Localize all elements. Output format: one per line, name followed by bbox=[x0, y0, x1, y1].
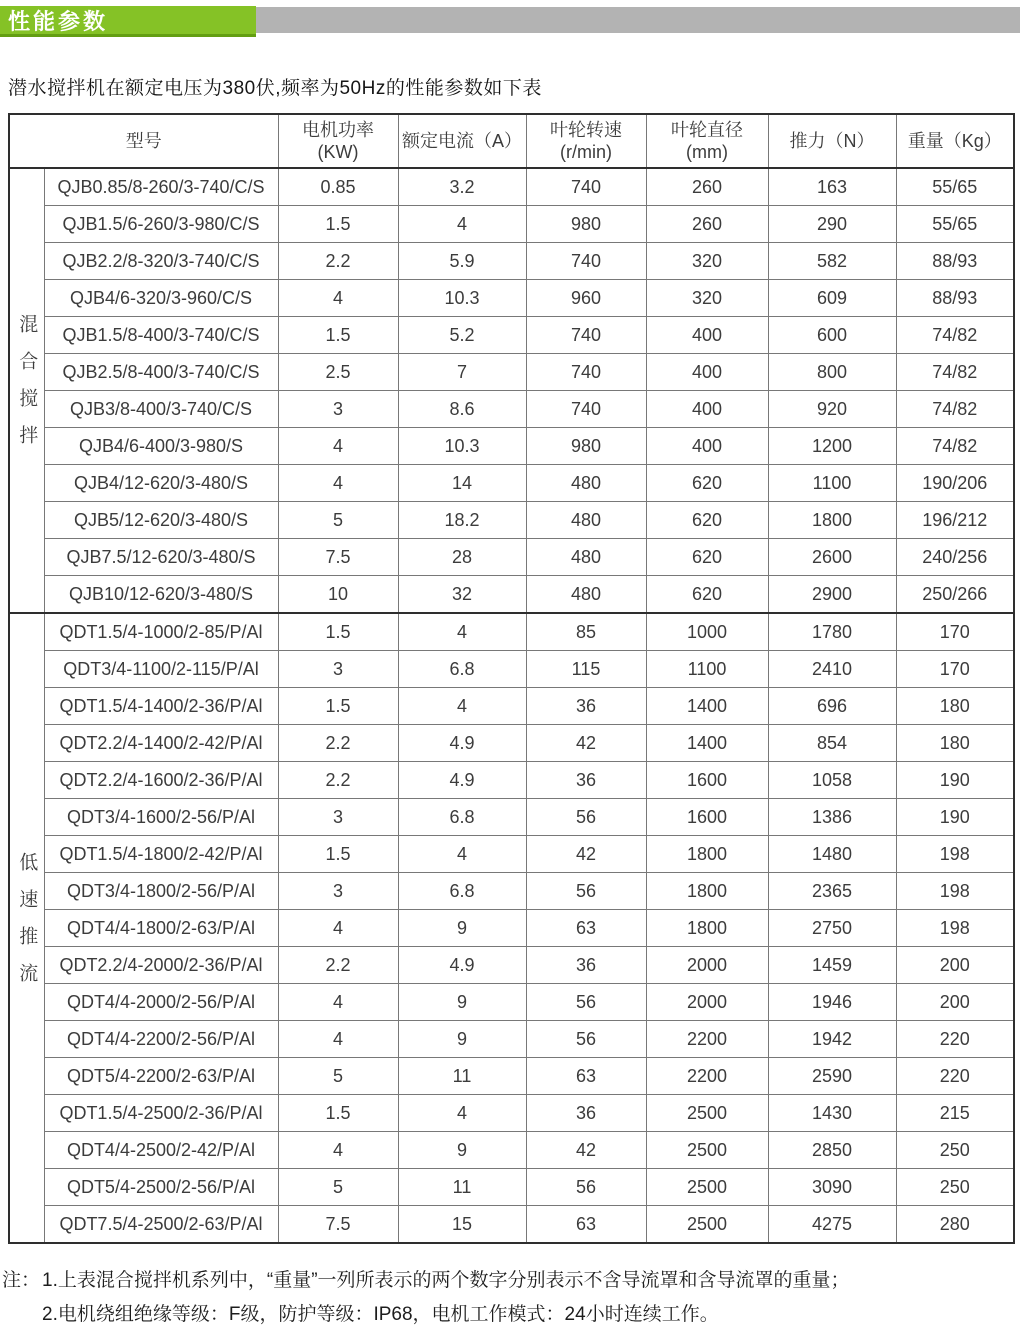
table-row bbox=[9, 1058, 1014, 1095]
value-cell: 920 bbox=[768, 391, 896, 428]
value-cell: 9 bbox=[398, 1021, 526, 1058]
value-cell: 400 bbox=[646, 354, 768, 391]
table-row bbox=[9, 947, 1014, 984]
value-cell: 290 bbox=[768, 206, 896, 243]
value-cell: 15 bbox=[398, 1206, 526, 1244]
value-cell: 4 bbox=[278, 280, 398, 317]
col-header-model: 型号 bbox=[9, 114, 278, 168]
value-cell: 480 bbox=[526, 465, 646, 502]
value-cell: 2.5 bbox=[278, 354, 398, 391]
value-cell: 88/93 bbox=[896, 243, 1014, 280]
performance-table bbox=[8, 113, 1015, 1244]
value-cell: 4 bbox=[398, 206, 526, 243]
model-cell: QDT2.2/4-2000/2-36/P/Al bbox=[44, 947, 278, 984]
table-row bbox=[9, 168, 1014, 206]
value-cell: 3 bbox=[278, 873, 398, 910]
value-cell: 2365 bbox=[768, 873, 896, 910]
table-row bbox=[9, 206, 1014, 243]
value-cell: 4.9 bbox=[398, 947, 526, 984]
value-cell: 600 bbox=[768, 317, 896, 354]
value-cell: 5 bbox=[278, 1169, 398, 1206]
value-cell: 2500 bbox=[646, 1169, 768, 1206]
value-cell: 582 bbox=[768, 243, 896, 280]
value-cell: 2500 bbox=[646, 1206, 768, 1244]
value-cell: 220 bbox=[896, 1058, 1014, 1095]
value-cell: 2590 bbox=[768, 1058, 896, 1095]
table-row bbox=[9, 984, 1014, 1021]
model-cell: QJB4/6-320/3-960/C/S bbox=[44, 280, 278, 317]
value-cell: 1.5 bbox=[278, 1095, 398, 1132]
value-cell: 7.5 bbox=[278, 1206, 398, 1244]
value-cell: 180 bbox=[896, 725, 1014, 762]
value-cell: 42 bbox=[526, 725, 646, 762]
model-cell: QDT4/4-1800/2-63/P/Al bbox=[44, 910, 278, 947]
value-cell: 2.2 bbox=[278, 762, 398, 799]
value-cell: 1459 bbox=[768, 947, 896, 984]
value-cell: 980 bbox=[526, 428, 646, 465]
value-cell: 2500 bbox=[646, 1132, 768, 1169]
value-cell: 4275 bbox=[768, 1206, 896, 1244]
value-cell: 115 bbox=[526, 651, 646, 688]
value-cell: 1430 bbox=[768, 1095, 896, 1132]
value-cell: 696 bbox=[768, 688, 896, 725]
title-tab bbox=[0, 6, 256, 37]
value-cell: 32 bbox=[398, 576, 526, 614]
col-header-weight: 重量（Kg） bbox=[896, 114, 1014, 168]
table-row bbox=[9, 1021, 1014, 1058]
value-cell: 1.5 bbox=[278, 836, 398, 873]
value-cell: 1600 bbox=[646, 762, 768, 799]
value-cell: 4 bbox=[278, 1132, 398, 1169]
value-cell: 11 bbox=[398, 1169, 526, 1206]
value-cell: 1946 bbox=[768, 984, 896, 1021]
model-cell: QDT1.5/4-2500/2-36/P/Al bbox=[44, 1095, 278, 1132]
table-row bbox=[9, 651, 1014, 688]
value-cell: 198 bbox=[896, 910, 1014, 947]
value-cell: 74/82 bbox=[896, 391, 1014, 428]
model-cell: QDT5/4-2500/2-56/P/Al bbox=[44, 1169, 278, 1206]
value-cell: 2000 bbox=[646, 947, 768, 984]
spec-table-body bbox=[9, 168, 1014, 1243]
model-cell: QDT2.2/4-1400/2-42/P/Al bbox=[44, 725, 278, 762]
col-header-current: 额定电流（A） bbox=[398, 114, 526, 168]
value-cell: 2200 bbox=[646, 1058, 768, 1095]
table-row bbox=[9, 317, 1014, 354]
value-cell: 5.2 bbox=[398, 317, 526, 354]
header-row bbox=[9, 114, 1014, 168]
value-cell: 6.8 bbox=[398, 873, 526, 910]
page-title: 性能参数 bbox=[8, 8, 109, 34]
value-cell: 4 bbox=[398, 1095, 526, 1132]
table-row bbox=[9, 688, 1014, 725]
value-cell: 11 bbox=[398, 1058, 526, 1095]
value-cell: 190/206 bbox=[896, 465, 1014, 502]
model-cell: QJB7.5/12-620/3-480/S bbox=[44, 539, 278, 576]
value-cell: 1058 bbox=[768, 762, 896, 799]
value-cell: 0.85 bbox=[278, 168, 398, 206]
value-cell: 9 bbox=[398, 984, 526, 1021]
value-cell: 7 bbox=[398, 354, 526, 391]
value-cell: 1942 bbox=[768, 1021, 896, 1058]
value-cell: 88/93 bbox=[896, 280, 1014, 317]
value-cell: 260 bbox=[646, 168, 768, 206]
value-cell: 4 bbox=[278, 1021, 398, 1058]
value-cell: 190 bbox=[896, 799, 1014, 836]
value-cell: 36 bbox=[526, 1095, 646, 1132]
model-cell: QDT3/4-1100/2-115/P/Al bbox=[44, 651, 278, 688]
value-cell: 1.5 bbox=[278, 317, 398, 354]
value-cell: 1600 bbox=[646, 799, 768, 836]
value-cell: 2200 bbox=[646, 1021, 768, 1058]
table-row bbox=[9, 613, 1014, 651]
value-cell: 4 bbox=[278, 465, 398, 502]
model-cell: QJB10/12-620/3-480/S bbox=[44, 576, 278, 614]
model-cell: QDT1.5/4-1800/2-42/P/Al bbox=[44, 836, 278, 873]
value-cell: 2500 bbox=[646, 1095, 768, 1132]
value-cell: 170 bbox=[896, 651, 1014, 688]
value-cell: 6.8 bbox=[398, 799, 526, 836]
value-cell: 1000 bbox=[646, 613, 768, 651]
value-cell: 2000 bbox=[646, 984, 768, 1021]
value-cell: 28 bbox=[398, 539, 526, 576]
value-cell: 480 bbox=[526, 539, 646, 576]
value-cell: 5 bbox=[278, 1058, 398, 1095]
table-row bbox=[9, 428, 1014, 465]
model-cell: QDT5/4-2200/2-63/P/Al bbox=[44, 1058, 278, 1095]
value-cell: 1400 bbox=[646, 688, 768, 725]
value-cell: 320 bbox=[646, 280, 768, 317]
value-cell: 4 bbox=[398, 613, 526, 651]
value-cell: 480 bbox=[526, 502, 646, 539]
value-cell: 1100 bbox=[768, 465, 896, 502]
table-row bbox=[9, 354, 1014, 391]
value-cell: 260 bbox=[646, 206, 768, 243]
model-cell: QJB5/12-620/3-480/S bbox=[44, 502, 278, 539]
value-cell: 280 bbox=[896, 1206, 1014, 1244]
table-row bbox=[9, 799, 1014, 836]
model-cell: QJB2.5/8-400/3-740/C/S bbox=[44, 354, 278, 391]
table-row bbox=[9, 280, 1014, 317]
value-cell: 10.3 bbox=[398, 280, 526, 317]
table-header bbox=[9, 114, 1014, 168]
model-cell: QJB4/6-400/3-980/S bbox=[44, 428, 278, 465]
notes-prefix: 注： bbox=[2, 1270, 41, 1291]
value-cell: 8.6 bbox=[398, 391, 526, 428]
value-cell: 63 bbox=[526, 910, 646, 947]
value-cell: 170 bbox=[896, 613, 1014, 651]
value-cell: 9 bbox=[398, 1132, 526, 1169]
value-cell: 800 bbox=[768, 354, 896, 391]
value-cell: 190 bbox=[896, 762, 1014, 799]
model-cell: QDT4/4-2200/2-56/P/Al bbox=[44, 1021, 278, 1058]
model-cell: QDT4/4-2000/2-56/P/Al bbox=[44, 984, 278, 1021]
value-cell: 4.9 bbox=[398, 762, 526, 799]
value-cell: 250 bbox=[896, 1132, 1014, 1169]
value-cell: 4.9 bbox=[398, 725, 526, 762]
value-cell: 4 bbox=[278, 910, 398, 947]
value-cell: 42 bbox=[526, 1132, 646, 1169]
value-cell: 220 bbox=[896, 1021, 1014, 1058]
value-cell: 2900 bbox=[768, 576, 896, 614]
group-label: 混合搅拌 bbox=[9, 168, 44, 613]
note-line: 2.电机绕组绝缘等级：F级，防护等级：IP68，电机工作模式：24小时连续工作。 bbox=[42, 1304, 719, 1326]
value-cell: 74/82 bbox=[896, 354, 1014, 391]
value-cell: 4 bbox=[398, 688, 526, 725]
table-row bbox=[9, 873, 1014, 910]
value-cell: 400 bbox=[646, 391, 768, 428]
model-cell: QDT7.5/4-2500/2-63/P/Al bbox=[44, 1206, 278, 1244]
value-cell: 1200 bbox=[768, 428, 896, 465]
model-cell: QDT3/4-1600/2-56/P/Al bbox=[44, 799, 278, 836]
value-cell: 1.5 bbox=[278, 613, 398, 651]
value-cell: 56 bbox=[526, 799, 646, 836]
value-cell: 740 bbox=[526, 391, 646, 428]
value-cell: 1.5 bbox=[278, 206, 398, 243]
value-cell: 163 bbox=[768, 168, 896, 206]
value-cell: 740 bbox=[526, 168, 646, 206]
value-cell: 2750 bbox=[768, 910, 896, 947]
table-row bbox=[9, 243, 1014, 280]
value-cell: 55/65 bbox=[896, 206, 1014, 243]
value-cell: 1386 bbox=[768, 799, 896, 836]
value-cell: 36 bbox=[526, 688, 646, 725]
value-cell: 56 bbox=[526, 873, 646, 910]
value-cell: 1.5 bbox=[278, 688, 398, 725]
value-cell: 1400 bbox=[646, 725, 768, 762]
value-cell: 620 bbox=[646, 576, 768, 614]
value-cell: 55/65 bbox=[896, 168, 1014, 206]
model-cell: QJB1.5/8-400/3-740/C/S bbox=[44, 317, 278, 354]
value-cell: 2.2 bbox=[278, 947, 398, 984]
table-row bbox=[9, 576, 1014, 614]
value-cell: 5.9 bbox=[398, 243, 526, 280]
model-cell: QJB2.2/8-320/3-740/C/S bbox=[44, 243, 278, 280]
table-row bbox=[9, 391, 1014, 428]
value-cell: 250 bbox=[896, 1169, 1014, 1206]
value-cell: 3090 bbox=[768, 1169, 896, 1206]
value-cell: 740 bbox=[526, 243, 646, 280]
table-row bbox=[9, 725, 1014, 762]
value-cell: 4 bbox=[278, 428, 398, 465]
value-cell: 1100 bbox=[646, 651, 768, 688]
intro-text: 潜水搅拌机在额定电压为380伏,频率为50Hz的性能参数如下表 bbox=[8, 78, 542, 99]
value-cell: 74/82 bbox=[896, 317, 1014, 354]
col-header-thrust: 推力（N） bbox=[768, 114, 896, 168]
value-cell: 1800 bbox=[646, 836, 768, 873]
value-cell: 240/256 bbox=[896, 539, 1014, 576]
value-cell: 960 bbox=[526, 280, 646, 317]
value-cell: 400 bbox=[646, 317, 768, 354]
table-row bbox=[9, 465, 1014, 502]
value-cell: 56 bbox=[526, 1169, 646, 1206]
value-cell: 2.2 bbox=[278, 725, 398, 762]
value-cell: 980 bbox=[526, 206, 646, 243]
value-cell: 2.2 bbox=[278, 243, 398, 280]
group-label: 低速推流 bbox=[9, 613, 44, 1243]
value-cell: 1800 bbox=[646, 910, 768, 947]
value-cell: 85 bbox=[526, 613, 646, 651]
value-cell: 250/266 bbox=[896, 576, 1014, 614]
value-cell: 5 bbox=[278, 502, 398, 539]
table-row bbox=[9, 1169, 1014, 1206]
value-cell: 1780 bbox=[768, 613, 896, 651]
value-cell: 36 bbox=[526, 947, 646, 984]
col-header-speed: 叶轮转速 (r/min) bbox=[526, 114, 646, 168]
model-cell: QJB1.5/6-260/3-980/C/S bbox=[44, 206, 278, 243]
value-cell: 198 bbox=[896, 836, 1014, 873]
value-cell: 2850 bbox=[768, 1132, 896, 1169]
value-cell: 2600 bbox=[768, 539, 896, 576]
table-row bbox=[9, 762, 1014, 799]
value-cell: 18.2 bbox=[398, 502, 526, 539]
value-cell: 3 bbox=[278, 391, 398, 428]
table-row bbox=[9, 836, 1014, 873]
value-cell: 196/212 bbox=[896, 502, 1014, 539]
table-row bbox=[9, 539, 1014, 576]
value-cell: 200 bbox=[896, 984, 1014, 1021]
value-cell: 854 bbox=[768, 725, 896, 762]
value-cell: 320 bbox=[646, 243, 768, 280]
value-cell: 1800 bbox=[768, 502, 896, 539]
value-cell: 7.5 bbox=[278, 539, 398, 576]
value-cell: 400 bbox=[646, 428, 768, 465]
value-cell: 2410 bbox=[768, 651, 896, 688]
model-cell: QJB0.85/8-260/3-740/C/S bbox=[44, 168, 278, 206]
value-cell: 1800 bbox=[646, 873, 768, 910]
table-row bbox=[9, 1132, 1014, 1169]
value-cell: 4 bbox=[278, 984, 398, 1021]
value-cell: 4 bbox=[398, 836, 526, 873]
col-header-power: 电机功率 (KW) bbox=[278, 114, 398, 168]
model-cell: QDT4/4-2500/2-42/P/Al bbox=[44, 1132, 278, 1169]
value-cell: 620 bbox=[646, 539, 768, 576]
value-cell: 36 bbox=[526, 762, 646, 799]
model-cell: QDT1.5/4-1000/2-85/P/Al bbox=[44, 613, 278, 651]
value-cell: 56 bbox=[526, 1021, 646, 1058]
value-cell: 200 bbox=[896, 947, 1014, 984]
value-cell: 740 bbox=[526, 317, 646, 354]
value-cell: 620 bbox=[646, 502, 768, 539]
table-row bbox=[9, 1095, 1014, 1132]
header-band bbox=[0, 0, 1020, 48]
value-cell: 1480 bbox=[768, 836, 896, 873]
model-cell: QDT1.5/4-1400/2-36/P/Al bbox=[44, 688, 278, 725]
col-header-diameter: 叶轮直径 (mm) bbox=[646, 114, 768, 168]
value-cell: 620 bbox=[646, 465, 768, 502]
value-cell: 740 bbox=[526, 354, 646, 391]
table-row bbox=[9, 502, 1014, 539]
value-cell: 10 bbox=[278, 576, 398, 614]
value-cell: 56 bbox=[526, 984, 646, 1021]
model-cell: QJB4/12-620/3-480/S bbox=[44, 465, 278, 502]
value-cell: 63 bbox=[526, 1206, 646, 1244]
value-cell: 480 bbox=[526, 576, 646, 614]
value-cell: 74/82 bbox=[896, 428, 1014, 465]
model-cell: QJB3/8-400/3-740/C/S bbox=[44, 391, 278, 428]
value-cell: 63 bbox=[526, 1058, 646, 1095]
table-row bbox=[9, 1206, 1014, 1244]
model-cell: QDT3/4-1800/2-56/P/Al bbox=[44, 873, 278, 910]
value-cell: 198 bbox=[896, 873, 1014, 910]
table-row bbox=[9, 910, 1014, 947]
value-cell: 42 bbox=[526, 836, 646, 873]
value-cell: 180 bbox=[896, 688, 1014, 725]
value-cell: 215 bbox=[896, 1095, 1014, 1132]
value-cell: 3 bbox=[278, 651, 398, 688]
value-cell: 609 bbox=[768, 280, 896, 317]
value-cell: 3 bbox=[278, 799, 398, 836]
note-line: 1.上表混合搅拌机系列中，“重量”一列所表示的两个数字分别表示不含导流罩和含导流罩的重量； bbox=[42, 1270, 850, 1291]
value-cell: 10.3 bbox=[398, 428, 526, 465]
value-cell: 9 bbox=[398, 910, 526, 947]
value-cell: 3.2 bbox=[398, 168, 526, 206]
value-cell: 6.8 bbox=[398, 651, 526, 688]
model-cell: QDT2.2/4-1600/2-36/P/Al bbox=[44, 762, 278, 799]
value-cell: 14 bbox=[398, 465, 526, 502]
